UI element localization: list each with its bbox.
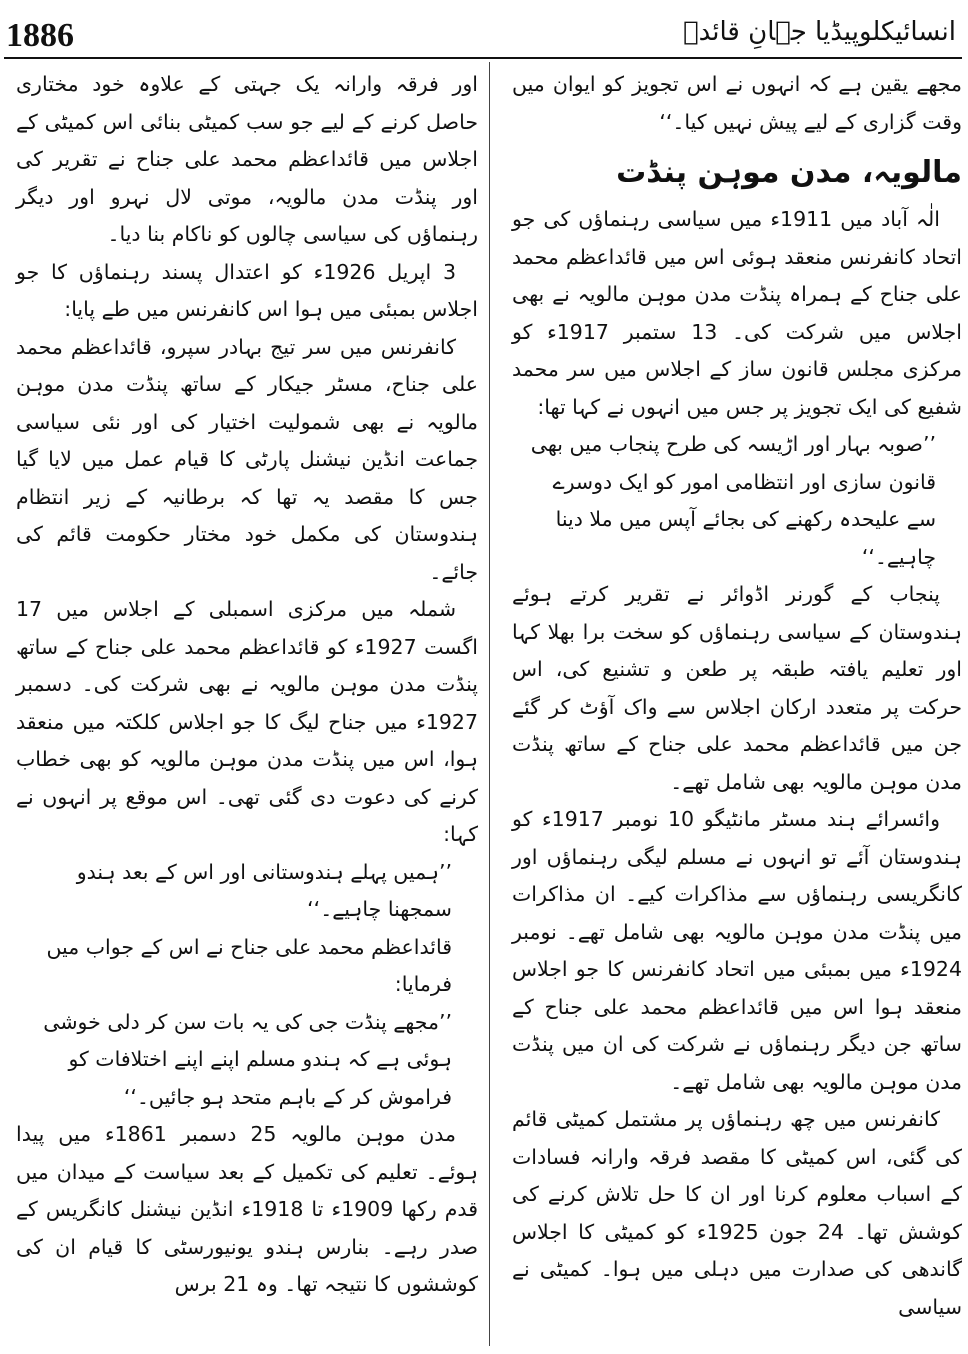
page-number: 1886 — [6, 17, 74, 54]
paragraph: شملہ میں مرکزی اسمبلی کے اجلاس میں 17 اگست 1927ء کو قائداعظم محمد علی جناح کے ساتھ پنڈت مدن موہن مالویہ نے بھی شرکت کی۔ دسمبر 1927ء میں جناح لیگ کا جو اجلاس کلکتہ میں منعقد ہوا، اس میں پنڈت مدن موہن مالویہ کو بھی خطاب کرنے کی دعوت دی گئی تھی۔ اس موقع پر انہوں نے کہا: — [16, 597, 479, 846]
running-title: انسائیکلوپیڈیا جہانِ قائدؒ — [683, 17, 956, 47]
paragraph: مدن موہن مالویہ 25 دسمبر 1861ء میں پیدا ہوئے۔ تعلیم کی تکمیل کے بعد سیاست کے میدان میں قدم رکھا 1909ء تا 1918ء انڈین نیشنل کانگریس کے صدر رہے۔ بنارس ہندو یونیورسٹی کا قیام ان کی کوششوں کا نتیجہ تھا۔ وہ 21 برس — [16, 1122, 478, 1296]
block-quote: قائداعظم محمد علی جناح نے اس کے جواب میں فرمایا: — [46, 934, 452, 996]
paragraph: مجھے یقین ہے کہ انہوں نے اس تجویز کو ایوان میں وقت گزاری کے لیے پیش نہیں کیا۔‘‘ — [512, 72, 962, 134]
paragraph: پنجاب کے گورنر اڈوائر نے تقریر کرتے ہوئے ہندوستان کے سیاسی رہنماؤں کو سخت برا بھلا کہا اور تعلیم یافتہ طبقہ پر طعن و تشنیع کی، اس حرکت پر متعدد ارکان اجلاس سے واک آؤٹ کر گئے جن میں قائداعظم محمد علی جناح کے ساتھ پنڈت مدن موہن مالویہ بھی شامل تھے۔ — [512, 582, 962, 794]
right-column — [512, 66, 962, 1326]
section-heading: مالویہ، مدن موہن پنڈت — [616, 155, 962, 190]
paragraph: وائسرائے ہند مسٹر مانٹیگو 10 نومبر 1917ء کو ہندوستان آئے تو انہوں نے مسلم لیگی رہنماؤں اور کانگریسی رہنماؤں سے مذاکرات کیے۔ ان مذاکرات میں پنڈت مدن موہن مالویہ بھی شامل تھے۔ نومبر 1924ء میں بمبئی میں اتحاد کانفرنس کا جو اجلاس منعقد ہوا اس میں قائداعظم محمد علی جناح کے ساتھ جن دیگر رہنماؤں نے شرکت کی ان میں پنڈت مدن موہن مالویہ بھی شامل تھے۔ — [512, 807, 962, 1094]
header-rule — [4, 57, 962, 59]
left-column — [16, 66, 478, 1304]
paragraph: 3 اپریل 1926ء کو اعتدال پسند رہنماؤں کا جو اجلاس بمبئی میں ہوا اس کانفرنس میں طے پایا: — [16, 259, 478, 321]
column-divider — [489, 62, 490, 1346]
paragraph: الٰہ آباد میں 1911ء میں سیاسی رہنماؤں کی جو اتحاد کانفرنس منعقد ہوئی اس میں قائداعظم محمد علی جناح کے ہمراہ پنڈت مدن موہن مالویہ نے بھی اجلاس میں شرکت کی۔ 13 ستمبر 1917ء کو مرکزی مجلس قانون ساز کے اجلاس میں سر محمد شفیع کی ایک تجویز پر جس میں انہوں نے کہا تھا: — [512, 207, 962, 419]
paragraph: کانفرنس میں چھ رہنماؤں پر مشتمل کمیٹی قائم کی گئی، اس کمیٹی کا مقصد فرقہ وارانہ فسادات کے اسباب معلوم کرنا اور ان کا حل تلاش کرنے کی کوشش تھا۔ 24 جون 1925ء کو کمیٹی کا اجلاس گاندھی کی صدارت میں دہلی میں ہوا۔ کمیٹی نے سیاسی — [512, 1107, 962, 1319]
block-quote: ’’صوبہ بہار اور اڑیسہ کی طرح پنجاب میں بھی قانون سازی اور انتظامی امور کو ایک دوسرے سے علیحدہ رکھنے کی بجائے آپس میں ملا دینا چاہیے۔‘‘ — [530, 432, 936, 569]
block-quote: ’’مجھے پنڈت جی کی یہ بات سن کر دلی خوشی ہوئی ہے کہ ہندو مسلم اپنے اپنے اختلافات کو فراموش کر کے باہم متحد ہو جائیں۔‘‘ — [43, 1009, 452, 1109]
block-quote: ’’ہمیں پہلے ہندوستانی اور اس کے بعد ہندو سمجھنا چاہیے۔‘‘ — [76, 859, 452, 921]
paragraph: کانفرنس میں سر تیج بہادر سپرو، قائداعظم محمد علی جناح، مسٹر جیکار کے ساتھ پنڈت مدن موہن مالویہ نے بھی شمولیت اختیار کی اور نئی سیاسی جماعت انڈین نیشنل پارٹی کا قیام عمل میں لایا گیا جس کا مقصد یہ تھا کہ برطانیہ کے زیر انتظام ہندوستان کی مکمل خود مختار حکومت قائم کی جائے۔ — [16, 334, 478, 584]
paragraph: اور فرقہ وارانہ یک جہتی کے علاوہ خود مختاری حاصل کرنے کے لیے جو سب کمیٹی بنائی اس کمیٹی کے اجلاس میں قائداعظم محمد علی جناح نے تقریر کی اور پنڈت مدن مالویہ، موتی لال نہرو اور دیگر رہنماؤں کی سیاسی چالوں کو ناکام بنا دیا۔ — [16, 72, 478, 246]
